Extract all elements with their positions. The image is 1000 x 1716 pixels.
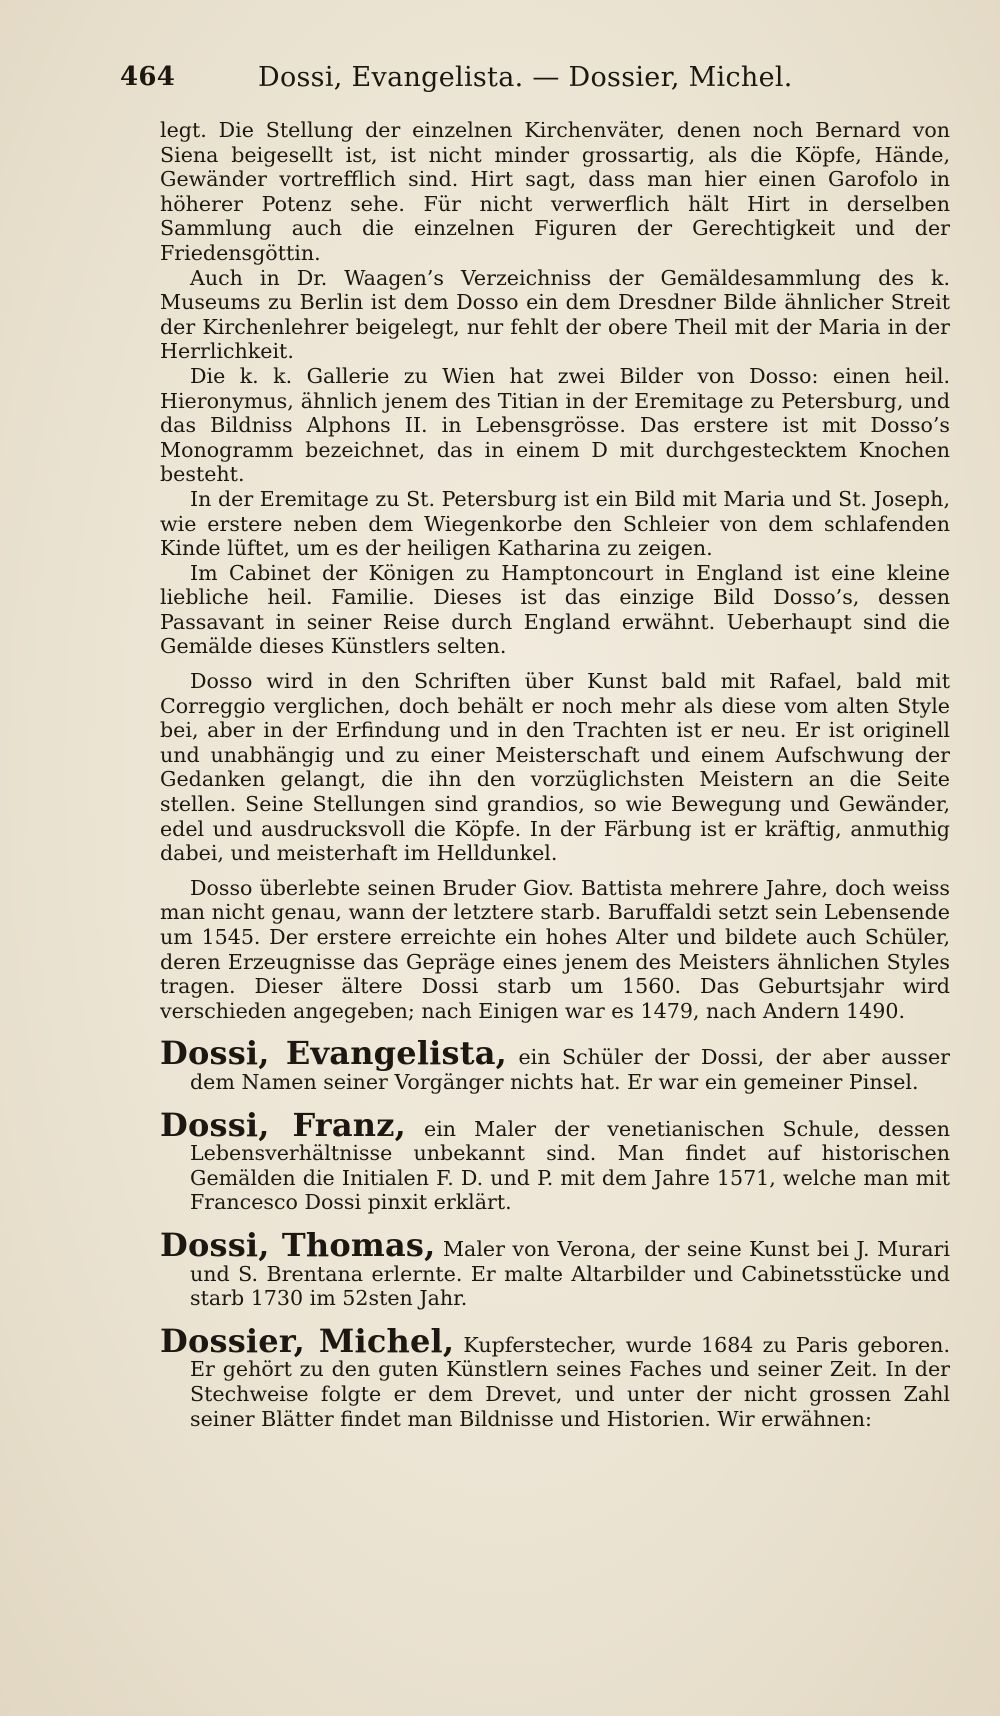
entry-text: ein Schüler der Dossi, der aber ausser dem Namen seiner Vorgänger nichts hat. Er war ein gemeiner Pinsel. — [190, 1045, 950, 1094]
dictionary-entry — [160, 1321, 950, 1431]
entry-heading: Dossi, Franz, — [160, 1105, 406, 1144]
paragraph: Die k. k. Gallerie zu Wien hat zwei Bilder von Dosso: einen heil. Hieronymus, ähnlich jenem des Titian in der Eremitage zu Petersburg, und das Bildniss Alphons II. in Lebensgrösse. Das erstere ist mit Dosso’s Monogramm bezeichnet, das in einem D mit durchgestecktem Knochen besteht. — [160, 363, 950, 487]
entry-text: Maler von Verona, der seine Kunst bei J. Murari und S. Brentana erlernte. Er malte Altarbilder und Cabinetsstücke und starb 1730 im 52sten Jahr. — [190, 1236, 950, 1311]
entry-heading: Dossier, Michel, — [160, 1321, 455, 1360]
page-number: 464 — [120, 62, 176, 92]
running-title: Dossi, Evangelista. — Dossier, Michel. — [258, 62, 793, 93]
entry-heading: Dossi, Evangelista, — [160, 1034, 507, 1073]
dictionary-entry — [160, 1105, 950, 1215]
page-body — [160, 118, 950, 1431]
dictionary-entry — [160, 1034, 950, 1094]
paragraph: In der Eremitage zu St. Petersburg ist ein Bild mit Maria und St. Joseph, wie erstere neben dem Wiegenkorbe den Schleier von dem schlafenden Kinde lüftet, um es der heiligen Katharina zu zeigen. — [160, 486, 950, 561]
entry-text: Kupferstecher, wurde 1684 zu Paris geboren. Er gehört zu den guten Künstlern seines Faches und seiner Zeit. In der Stechweise folgte er dem Drevet, und unter der nicht grossen Zahl seiner Blätter findet man Bildnisse und Historien. Wir erwähnen: — [190, 1332, 950, 1431]
entry-heading: Dossi, Thomas, — [160, 1225, 436, 1264]
dictionary-entry — [160, 1225, 950, 1311]
paragraph: Auch in Dr. Waagen’s Verzeichniss der Gemäldesammlung des k. Museums zu Berlin ist dem Dosso ein dem Dresdner Bilde ähnlicher Streit der Kirchenlehrer beigelegt, nur fehlt der obere Theil mit der Maria in der Herrlichkeit. — [160, 265, 950, 364]
paragraph: legt. Die Stellung der einzelnen Kirchenväter, denen noch Bernard von Siena beigesellt ist, ist nicht minder grossartig, als die Köpfe, Hände, Gewänder vortrefflich sind. Hirt sagt, dass man hier einen Garofolo in höherer Potenz sehe. Für nicht verwerflich hält Hirt in derselben Sammlung auch die einzelnen Figuren der Gerechtigkeit und der Friedensgöttin. — [160, 118, 950, 265]
page-header — [120, 62, 940, 106]
entry-text: ein Maler der venetianischen Schule, dessen Lebensverhältnisse unbekannt sind. Man findet auf historischen Gemälden die Initialen F. D. und P. mit dem Jahre 1571, welche man mit Francesco Dossi pinxit erklärt. — [190, 1116, 950, 1215]
paragraph: Im Cabinet der Königen zu Hamptoncourt in England ist eine kleine liebliche heil. Familie. Dieses ist das einzige Bild Dosso’s, dessen Passavant in seiner Reise durch England erwähnt. Ueberhaupt sind die Gemälde dieses Künstlers selten. — [160, 560, 950, 659]
paragraph: Dosso überlebte seinen Bruder Giov. Battista mehrere Jahre, doch weiss man nicht genau, wann der letztere starb. Baruffaldi setzt sein Lebensende um 1545. Der erstere erreichte ein hohes Alter und bildete auch Schüler, deren Erzeugnisse das Gepräge eines jenem des Meisters ähnlichen Styles tragen. Dieser ältere Dossi starb um 1560. Das Geburtsjahr wird verschieden angegeben; nach Einigen war es 1479, nach Andern 1490. — [160, 875, 950, 1023]
paragraph: Dosso wird in den Schriften über Kunst bald mit Rafael, bald mit Correggio verglichen, doch behält er noch mehr als diese vom alten Style bei, aber in der Erfindung und in den Trachten ist er neu. Er ist originell und unabhängig und zu einer Meisterschaft und einem Aufschwung der Gedanken gelangt, die ihn den vorzüglichsten Meistern an die Seite stellen. Seine Stellungen sind grandios, so wie Bewegung und Gewänder, edel und ausdrucksvoll die Köpfe. In der Färbung ist er kräftig, anmuthig dabei, und meisterhaft im Helldunkel. — [160, 669, 950, 866]
